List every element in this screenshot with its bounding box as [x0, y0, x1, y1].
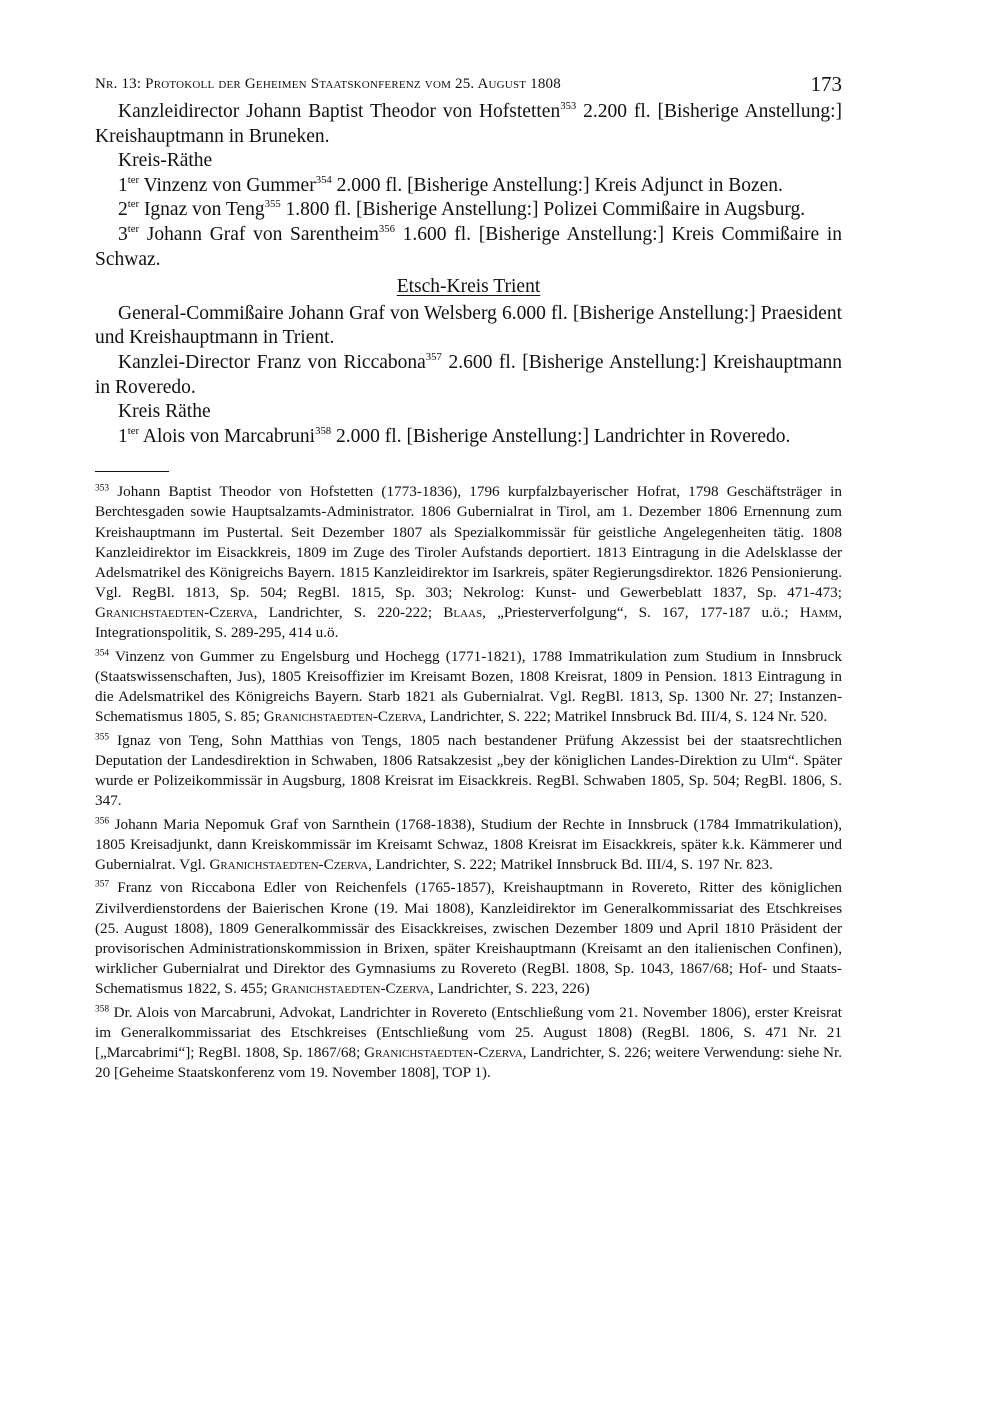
- footnote-ref[interactable]: 358: [315, 424, 332, 437]
- footnote-357: $^{357}$ Franz von Riccabona Edler von Reichenfels (1765-1857), Kreishauptmann in Rovereto, Ritter des königlichen Zivilverdienstordens der Baierischen Krone (19. Mai 1808), Kanzleidirektor im Generalkommissariat des Etschkreises (25. August 1808), 1809 Generalkommissär des Eisackkreises, zwischen Dezember 1809 und April 1810 Präsident der provisorischen Administrationskommission in Brixen, später Kreishauptmann (Kreisamt an den italienischen Confinen), wirklicher Gubernialrat und Direktor des Gymnasiums zu Rovereto (RegBl. 1808, Sp. 1043, 1867/68; Hof- und Staats-Schematismus 1822, S. 455; Granichstaedten-Czerva, Landrichter, S. 223, 226): [95, 879, 842, 997]
- page-number: 173: [810, 72, 842, 96]
- footnote-ref[interactable]: 357: [425, 350, 442, 363]
- paragraph-teng: $2^{ter}$ Ignaz von Teng$^{355}$ 1.800 fl. [Bisherige Anstellung:] Polizei Commißaire in Augsburg.: [118, 198, 806, 221]
- footnote-ref[interactable]: 354: [315, 173, 332, 186]
- paragraph-gummer: $1^{ter}$ Vinzenz von Gummer$^{354}$ 2.000 fl. [Bisherige Anstellung:] Kreis Adjunct in Bozen.: [118, 173, 783, 196]
- footnote-354: $^{354}$ Vinzenz von Gummer zu Engelsburg und Hochegg (1771-1821), 1788 Immatrikulation zum Studium in Innsbruck (Staatswissenschaften, Jus), 1805 Kreisoffizier im Kreisamt Bozen, 1808 Kreisrat, 1809 in Pension. 1813 Eintragung in die Adelsmatrikel des Königreichs Bayern. Starb 1821 als Gubernialrat. Vgl. RegBl. 1813, Sp. 1300 Nr. 27; Instanzen-Schematismus 1805, S. 85; Granichstaedten-Czerva, Landrichter, S. 222; Matrikel Innsbruck Bd. III/4, S. 124 Nr. 520.: [95, 647, 842, 725]
- main-text: [95, 100, 842, 449]
- footnote-358: $^{358}$ Dr. Alois von Marcabruni, Advokat, Landrichter in Rovereto (Entschließung vom 21. November 1806), erster Kreisrat im Generalkommissariat des Etschkreises (Entschließung vom 25. August 1808) (RegBl. 1806, S. 471 Nr. 21 [„Marcabrimi“]; RegBl. 1808, Sp. 1867/68; Granichstaedten-Czerva, Landrichter, S. 226; weitere Verwendung: siehe Nr. 20 [Geheime Staatskonferenz vom 19. November 1808], TOP 1).: [95, 1003, 842, 1081]
- paragraph-marcabruni: $1^{ter}$ Alois von Marcabruni$^{358}$ 2.000 fl. [Bisherige Anstellung:] Landrichter in Roveredo.: [118, 424, 791, 447]
- section-heading: Etsch-Kreis Trient: [396, 276, 541, 298]
- page-header: [95, 72, 842, 100]
- footnote-ref[interactable]: 353: [560, 99, 577, 112]
- footnote-356: $^{356}$ Johann Maria Nepomuk Graf von Sarnthein (1768-1838), Studium der Rechte in Innsbruck (1784 Immatrikulation), 1805 Kreisadjunkt, dann Kreiskommissär im Kreisamt Schwaz, 1808 Kreisrat im Eisackkreis, später k.k. Kämmerer und Gubernialrat. Vgl. Granichstaedten-Czerva, Landrichter, S. 222; Matrikel Innsbruck Bd. III/4, S. 197 Nr. 823.: [95, 815, 842, 873]
- paragraph-kreis-raethe: Kreis-Räthe: [118, 150, 213, 172]
- footnotes: [95, 482, 842, 1083]
- paragraph-sarentheim: $3^{ter}$ Johann Graf von Sarentheim$^{356}$ 1.600 fl. [Bisherige Anstellung:] Kreis Commißaire in Schwaz.: [95, 222, 842, 270]
- running-head: Nr. 13: Protokoll der Geheimen Staatskonferenz vom 25. August 1808: [95, 76, 561, 92]
- paragraph-kreis-raethe-2: Kreis Räthe: [118, 401, 211, 423]
- footnote-353: $^{353}$ Johann Baptist Theodor von Hofstetten (1773-1836), 1796 kurpfalzbayerischer Hofrat, 1798 Geschäftsträger in Berchtesgaden sowie Hauptsalzamts-Administrator. 1806 Gubernialrat in Tirol, am 1. Dezember 1806 Ernennung zum Kreishauptmann im Pustertal. Seit Dezember 1807 als Spezialkommissär für geistliche Angelegenheiten tätig. 1808 Kanzleidirektor im Eisackkreis, 1809 im Zuge des Tiroler Aufstands deportiert. 1813 Eintragung in die Adelsklasse der Adelsmatrikel des Königreichs Bayern. 1815 Kanzleidirektor im Isarkreis, später Regierungsdirektor. 1826 Pensionierung. Vgl. RegBl. 1813, Sp. 504; RegBl. 1815, Sp. 303; Nekrolog: Kunst- und Gewerbeblatt 1837, Sp. 471-473; Granichstaedten-Czerva, Landrichter, S. 220-222; Blaas, „Priesterverfolgung“, S. 167, 177-187 u.ö.; Hamm, Integrationspolitik, S. 289-295, 414 u.ö.: [95, 483, 842, 641]
- page: [95, 72, 842, 1087]
- paragraph-riccabona: Kanzlei-Director Franz von Riccabona$^{357}$ 2.600 fl. [Bisherige Anstellung:] Kreishauptmann in Roveredo.: [95, 350, 842, 398]
- footnote-ref[interactable]: 355: [264, 198, 281, 211]
- footnote-ref[interactable]: 356: [378, 222, 395, 235]
- footnote-divider: [95, 471, 169, 472]
- paragraph-hofstetten: Kanzleidirector Johann Baptist Theodor von Hofstetten$^{353}$ 2.200 fl. [Bisherige Anstellung:] Kreishauptmann in Bruneken.: [95, 99, 842, 147]
- footnote-355: $^{355}$ Ignaz von Teng, Sohn Matthias von Tengs, 1805 nach bestandener Prüfung Akzessist bei der staatsrechtlichen Deputation der Landesdirektion in Schwaben, 1806 Ratsakzesist „bey der königlichen Landes-Direktion zu Ulm“. Später wurde er Polizeikommissär in Augsburg, 1808 Kreisrat im Eisackkreis. RegBl. Schwaben 1805, Sp. 504; RegBl. 1806, S. 347.: [95, 731, 842, 809]
- paragraph-welsberg: General-Commißaire Johann Graf von Welsberg 6.000 fl. [Bisherige Anstellung:] Praesident und Kreishauptmann in Trient.: [95, 302, 842, 349]
